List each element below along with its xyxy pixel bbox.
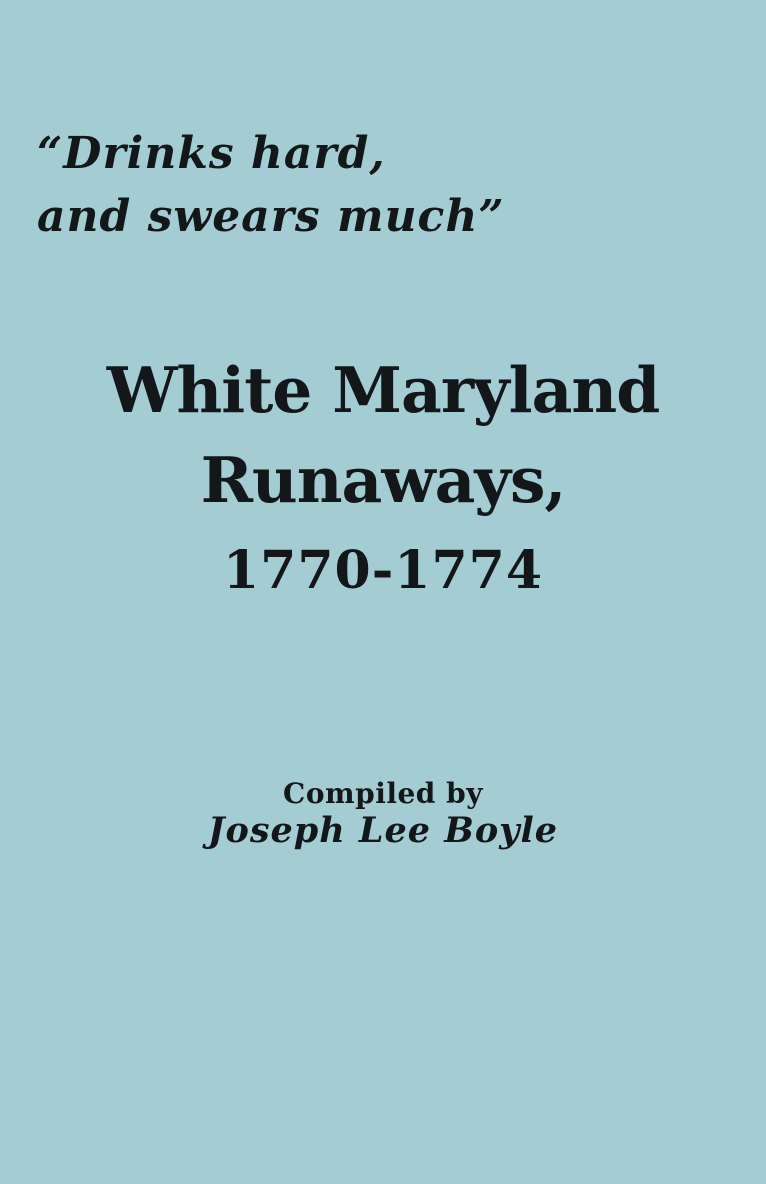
cover-quote <box>37 122 746 248</box>
book-title <box>0 345 766 525</box>
cover-quote-line-1: “Drinks hard, <box>37 128 386 179</box>
cover-quote-line-2: and swears much” <box>37 191 505 242</box>
author-name: Joseph Lee Boyle <box>207 810 559 851</box>
book-title-line-2: Runaways, <box>200 443 566 517</box>
book-title-line-1: White Maryland <box>106 353 660 427</box>
book-title-years: 1770-1774 <box>222 540 544 601</box>
byline <box>0 777 766 851</box>
byline-label: Compiled by <box>283 777 483 810</box>
